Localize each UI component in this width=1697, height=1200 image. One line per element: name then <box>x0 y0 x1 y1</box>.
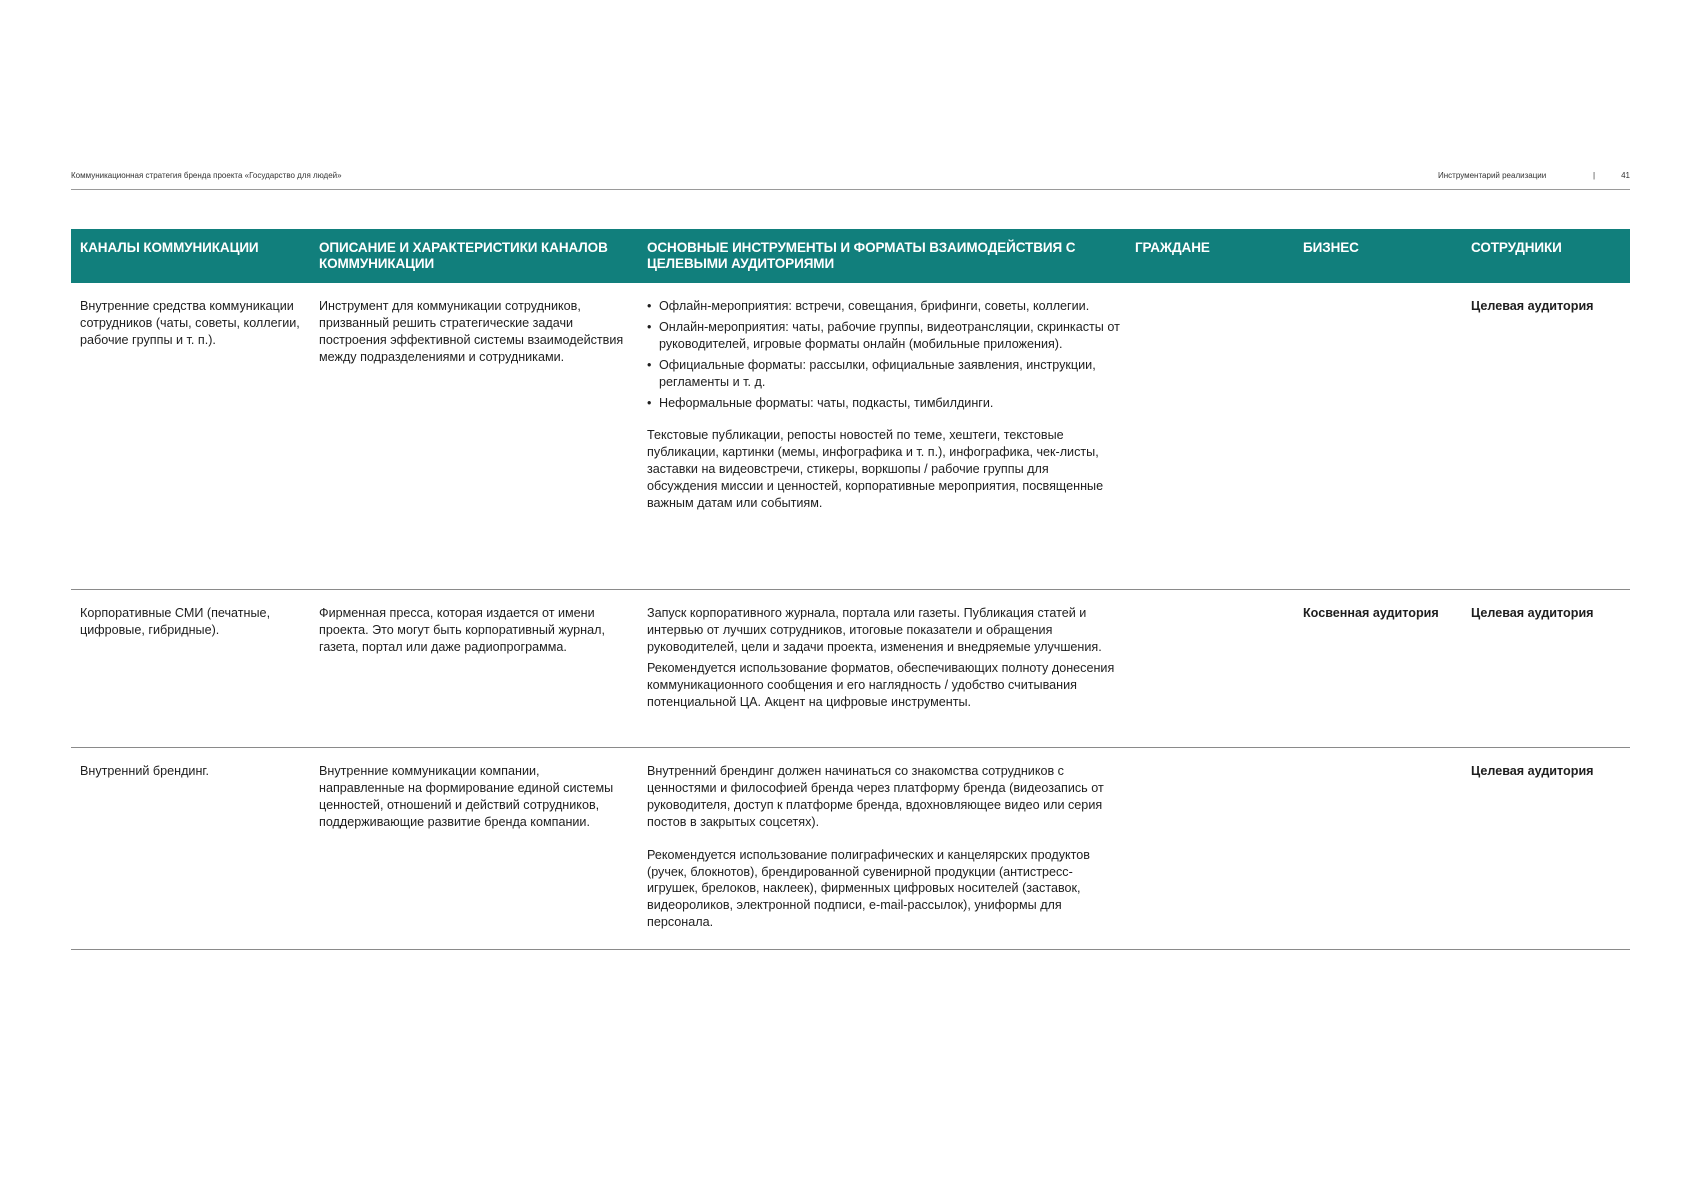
column-header-channels: КАНАЛЫ КОММУНИКАЦИИ <box>80 240 259 255</box>
employees-cell: Целевая аудитория <box>1471 606 1594 620</box>
bullet-item <box>647 395 1122 412</box>
table-row <box>71 283 1630 590</box>
tools-cell <box>647 763 1122 931</box>
section-title: Инструментарий реализации <box>1438 171 1547 180</box>
bullet-item <box>647 298 1122 315</box>
column-header-tools: ОСНОВНЫЕ ИНСТРУМЕНТЫ И ФОРМАТЫ ВЗАИМОДЕЙСТВИЯ С ЦЕЛЕВЫМИ АУДИТОРИЯМИ <box>647 240 1076 271</box>
employees-cell: Целевая аудитория <box>1471 764 1594 778</box>
header-separator: | <box>1593 171 1596 180</box>
tools-bullet-list <box>647 298 1122 411</box>
tools-paragraph: Запуск корпоративного журнала, портала или газеты. Публикация статей и интервью от лучших сотрудников, итоговые показатели и обращения руководителей, цели и задачи проекта, изменения и внедряемые улучшения. <box>647 606 1102 654</box>
channel-cell: Внутренние средства коммуникации сотрудников (чаты, советы, коллегии, рабочие группы и т. п.). <box>80 299 300 347</box>
bullet-icon: • <box>647 357 652 372</box>
bullet-text: Официальные форматы: рассылки, официальные заявления, инструкции, регламенты и т. д. <box>659 357 1096 389</box>
table-row <box>71 590 1630 748</box>
employees-cell: Целевая аудитория <box>1471 299 1594 313</box>
description-cell: Фирменная пресса, которая издается от имени проекта. Это могут быть корпоративный журнал, газета, портал или даже радиопрограмма. <box>319 606 605 654</box>
tools-cell <box>647 605 1122 710</box>
running-header <box>71 171 1630 183</box>
channels-table <box>71 229 1630 950</box>
bullet-icon: • <box>647 319 652 334</box>
header-divider <box>71 189 1630 190</box>
tools-paragraph: Внутренний брендинг должен начинаться со знакомства сотрудников с ценностями и философией бренда через платформу бренда (видеозапись от руководителя, доступ к платформе бренда, вдохновляющее видео или серия постов в закрытых соцсетях). <box>647 764 1104 829</box>
channel-cell: Внутренний брендинг. <box>80 764 209 778</box>
bullet-text: Неформальные форматы: чаты, подкасты, тимбилдинги. <box>659 395 994 410</box>
bullet-icon: • <box>647 299 652 313</box>
table-row <box>71 748 1630 950</box>
column-header-business: БИЗНЕС <box>1303 240 1359 255</box>
tools-paragraph: Рекомендуется использование полиграфических и канцелярских продуктов (ручек, блокнотов), брендированной сувенирной продукции (антистресс-игрушек, брелоков, наклеек), фирменных цифровых носителей (заставок, видеороликов, электронной подписи, e-mail-рассылок), униформы для персонала. <box>647 847 1090 930</box>
bullet-text: Офлайн-мероприятия: встречи, совещания, брифинги, советы, коллегии. <box>659 299 1090 313</box>
bullet-icon: • <box>647 395 652 410</box>
column-header-citizens: ГРАЖДАНЕ <box>1135 240 1210 255</box>
tools-paragraph: Рекомендуется использование форматов, обеспечивающих полноту донесения коммуникационного сообщения и его наглядность / удобство считывания потенциальной ЦА. Акцент на цифровые инструменты. <box>647 660 1115 709</box>
tools-cell <box>647 298 1122 512</box>
bullet-text: Онлайн-мероприятия: чаты, рабочие группы, видеотрансляции, скринкасты от руководителей, игровые форматы онлайн (мобильные приложения). <box>659 319 1120 351</box>
table-header <box>71 229 1630 283</box>
bullet-item <box>647 319 1122 353</box>
page-number: 41 <box>1621 171 1630 180</box>
description-cell: Внутренние коммуникации компании, направленные на формирование единой системы ценностей, отношений и действий сотрудников, поддерживающие развитие бренда компании. <box>319 764 614 829</box>
channel-cell: Корпоративные СМИ (печатные, цифровые, гибридные). <box>80 606 271 637</box>
column-header-description: ОПИСАНИЕ И ХАРАКТЕРИСТИКИ КАНАЛОВ КОММУНИКАЦИИ <box>319 240 608 271</box>
tools-paragraph: Текстовые публикации, репосты новостей по теме, хештеги, текстовые публикации, картинки (мемы, инфографика и т. п.), инфографика, чек-листы, заставки на видеовстречи, стикеры, воркшопы / рабочие группы для обсуждения миссии и ценностей, корпоративные мероприятия, посвященные важным датам или событиям. <box>647 428 1104 511</box>
description-cell: Инструмент для коммуникации сотрудников, призванный решить стратегические задачи построения эффективной системы взаимодействия между подразделениями и сотрудниками. <box>319 299 624 364</box>
bullet-item <box>647 357 1122 391</box>
document-title: Коммуникационная стратегия бренда проекта «Государство для людей» <box>71 171 342 180</box>
business-cell: Косвенная аудитория <box>1303 606 1439 620</box>
column-header-employees: СОТРУДНИКИ <box>1471 240 1562 255</box>
